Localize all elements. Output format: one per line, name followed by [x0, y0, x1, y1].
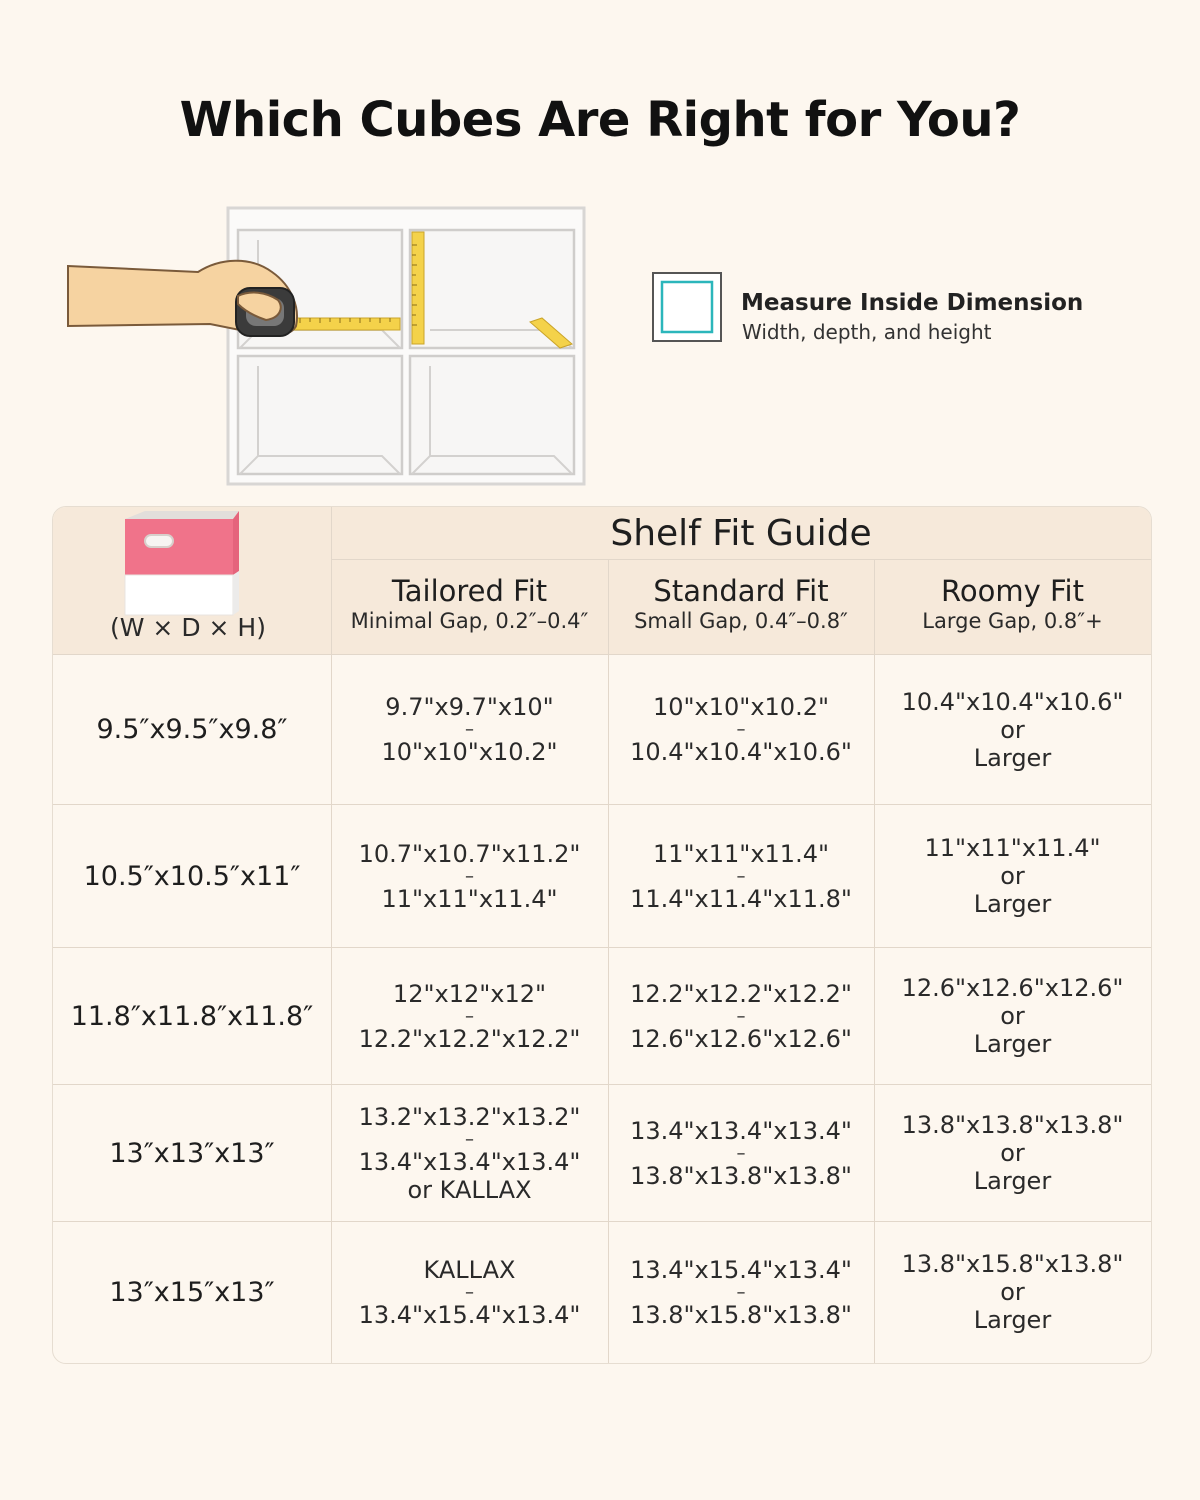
fit-from: 12.2"x12.2"x12.2" — [630, 979, 852, 1008]
shelf-measure-illustration — [60, 200, 600, 490]
fit-separator: – — [465, 1128, 474, 1150]
fit-or: or — [1000, 715, 1025, 744]
column-name: Roomy Fit — [941, 574, 1084, 608]
fit-to: Larger — [973, 890, 1052, 918]
fit-separator: – — [736, 1281, 746, 1303]
roomy-fit-cell — [874, 1222, 1151, 1362]
roomy-fit-cell — [874, 805, 1151, 947]
hand-icon — [68, 261, 297, 336]
page-title: Which Cubes Are Right for You? — [179, 92, 1021, 148]
fit-from: 10.4"x10.4"x10.6" — [901, 687, 1124, 716]
fit-separator: – — [465, 1281, 474, 1303]
tailored-fit-cell — [331, 655, 608, 804]
storage-cube-icon — [117, 509, 241, 617]
fit-separator: – — [736, 1005, 746, 1027]
fit-note: or KALLAX — [407, 1175, 532, 1204]
fit-from: 9.7"x9.7"x10" — [385, 693, 554, 721]
cube-size: 13″x15″x13″ — [109, 1276, 275, 1308]
fit-to: 11.4"x11.4"x11.8" — [630, 884, 852, 913]
roomy-fit-cell — [874, 1085, 1151, 1221]
shelf-fit-table — [52, 506, 1152, 1364]
fit-to: 13.8"x13.8"x13.8" — [630, 1161, 852, 1190]
cube-size: 13″x13″x13″ — [109, 1137, 275, 1169]
fit-from: 13.8"x13.8"x13.8" — [901, 1111, 1124, 1139]
column-gap: Large Gap, 0.8″+ — [922, 609, 1103, 633]
fit-from: 13.4"x13.4"x13.4" — [630, 1116, 852, 1145]
fit-from: 11"x11"x11.4" — [924, 834, 1101, 862]
standard-fit-cell — [608, 1222, 874, 1362]
fit-from: 13.2"x13.2"x13.2" — [358, 1102, 581, 1131]
standard-fit-cell — [608, 655, 874, 804]
fit-from: 11"x11"x11.4" — [652, 839, 830, 868]
fit-from: 10"x10"x10.2" — [652, 693, 830, 721]
fit-to: 12.2"x12.2"x12.2" — [358, 1024, 581, 1053]
fit-or: or — [1000, 862, 1025, 890]
fit-to: 10.4"x10.4"x10.6" — [630, 738, 852, 766]
roomy-fit-cell — [874, 948, 1151, 1084]
fit-to: Larger — [973, 1167, 1052, 1195]
shelf-fit-guide-title: Shelf Fit Guide — [610, 512, 872, 554]
column-name: Tailored Fit — [391, 574, 548, 608]
measure-title: Measure Inside Dimension — [741, 290, 1084, 316]
standard-fit-cell — [608, 1085, 874, 1221]
fit-from: 12.6"x12.6"x12.6" — [901, 974, 1124, 1002]
standard-fit-cell — [608, 948, 874, 1084]
fit-or: or — [1000, 1139, 1025, 1167]
cube-shelf-icon — [228, 208, 584, 484]
fit-to: 12.6"x12.6"x12.6" — [630, 1024, 852, 1053]
column-header-roomy — [874, 559, 1151, 655]
column-gap: Small Gap, 0.4″–0.8″ — [634, 609, 848, 633]
tailored-fit-cell — [331, 1222, 608, 1362]
fit-to: 13.4"x13.4"x13.4" — [358, 1147, 581, 1176]
dimension-label: (W × D × H) — [110, 613, 266, 642]
roomy-fit-cell — [874, 655, 1151, 804]
fit-to: 13.8"x15.8"x13.8" — [630, 1300, 852, 1329]
fit-to: 10"x10"x10.2" — [381, 738, 558, 766]
column-gap: Minimal Gap, 0.2″–0.4″ — [350, 609, 589, 633]
cube-size: 10.5″x10.5″x11″ — [83, 860, 301, 892]
fit-to: 13.4"x15.4"x13.4" — [358, 1300, 581, 1329]
fit-from: 13.4"x15.4"x13.4" — [630, 1255, 852, 1284]
fit-or: or — [1000, 1002, 1025, 1030]
cube-size: 9.5″x9.5″x9.8″ — [96, 714, 288, 745]
fit-from: 13.8"x15.8"x13.8" — [901, 1250, 1124, 1278]
fit-to: Larger — [973, 1306, 1052, 1334]
cube-size: 11.8″x11.8″x11.8″ — [70, 1000, 314, 1032]
fit-to: Larger — [973, 1030, 1052, 1058]
fit-from: KALLAX — [423, 1255, 516, 1284]
fit-to: 11"x11"x11.4" — [381, 884, 558, 913]
fit-or: or — [1000, 1278, 1025, 1306]
inside-dimension-icon — [652, 272, 722, 342]
column-header-tailored — [331, 559, 608, 655]
tailored-fit-cell — [331, 948, 608, 1084]
column-name: Standard Fit — [653, 574, 829, 608]
fit-separator: – — [465, 719, 474, 740]
fit-separator: – — [736, 1142, 746, 1164]
measure-subtitle: Width, depth, and height — [742, 320, 992, 344]
fit-separator: – — [465, 865, 474, 887]
fit-separator: – — [736, 865, 746, 887]
fit-from: 12"x12"x12" — [392, 979, 547, 1008]
standard-fit-cell — [608, 805, 874, 947]
fit-separator: – — [465, 1005, 474, 1027]
tailored-fit-cell — [331, 805, 608, 947]
tailored-fit-cell — [331, 1085, 608, 1221]
fit-from: 10.7"x10.7"x11.2" — [358, 839, 581, 868]
column-header-standard — [608, 559, 874, 655]
fit-to: Larger — [973, 743, 1052, 772]
fit-separator: – — [736, 719, 746, 740]
